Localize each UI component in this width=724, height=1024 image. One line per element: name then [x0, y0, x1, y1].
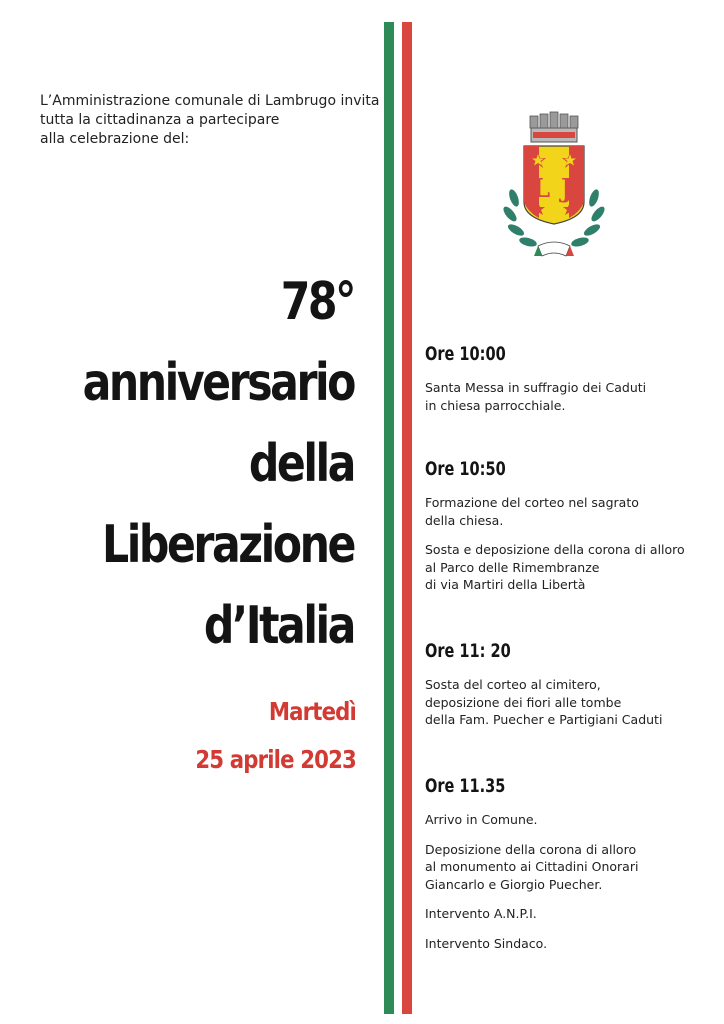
schedule-time: Ore 11: 20 — [425, 640, 511, 662]
intro-line: tutta la cittadinanza a partecipare — [40, 112, 280, 128]
schedule-description — [425, 905, 705, 923]
schedule-time: Ore 10:50 — [425, 458, 506, 480]
schedule-item — [425, 456, 705, 594]
title-line: Liberazione — [102, 515, 355, 575]
intro-text — [40, 92, 380, 149]
description-line: Sosta del corteo al cimitero, — [425, 677, 601, 692]
svg-text:J: J — [560, 174, 574, 204]
event-day: 25 aprile 2023 — [195, 745, 356, 774]
description-line: Giancarlo e Giorgio Puecher. — [425, 876, 603, 892]
schedule-description — [425, 676, 705, 729]
intro-line: L’Amministrazione comunale di Lambrugo invita — [40, 93, 380, 109]
description-line: di via Martiri della Libertà — [425, 577, 586, 592]
description-line: della Fam. Puecher e Partigiani Caduti — [425, 712, 663, 727]
title-line: d’Italia — [203, 596, 354, 656]
description-line: al monumento ai Cittadini Onorari — [425, 859, 639, 874]
description-line: deposizione dei fiori alle tombe — [425, 694, 622, 710]
schedule-description — [425, 379, 705, 414]
title-line: della — [248, 434, 354, 494]
schedule-description — [425, 935, 705, 953]
description-line: al Parco delle Rimembranze — [425, 559, 600, 575]
description-line: della chiesa. — [425, 512, 504, 528]
flag-red-stripe — [402, 22, 412, 1014]
schedule-time: Ore 11.35 — [425, 775, 506, 797]
lambrugo-coat-of-arms-icon — [498, 106, 610, 262]
title-line: 78° — [280, 272, 354, 332]
schedule-description — [425, 841, 705, 894]
description-line: Formazione del corteo nel sagrato — [425, 495, 639, 510]
intro-line: alla celebrazione del: — [40, 131, 190, 147]
description-line: Sosta e deposizione della corona di alloro — [425, 542, 685, 557]
description-line: Intervento A.N.P.I. — [425, 906, 537, 921]
description-line: Deposizione della corona di alloro — [425, 841, 637, 857]
description-line: in chiesa parrocchiale. — [425, 397, 566, 413]
schedule-description — [425, 541, 705, 594]
schedule-item — [425, 341, 705, 414]
flag-green-stripe — [384, 22, 394, 1014]
title-line: anniversario — [82, 353, 354, 413]
event-title — [83, 262, 354, 667]
description-line: Intervento Sindaco. — [425, 935, 548, 951]
schedule-description — [425, 494, 705, 529]
schedule-item — [425, 638, 705, 729]
flag-white-stripe — [394, 22, 402, 1014]
svg-text:L: L — [531, 174, 551, 204]
event-weekday: Martedì — [268, 697, 356, 726]
schedule-description — [425, 811, 705, 829]
description-line: Santa Messa in suffragio dei Caduti — [425, 380, 647, 395]
schedule-item — [425, 773, 705, 952]
description-line: Arrivo in Comune. — [425, 812, 538, 827]
schedule-time: Ore 10:00 — [425, 343, 506, 365]
event-date — [195, 688, 356, 784]
